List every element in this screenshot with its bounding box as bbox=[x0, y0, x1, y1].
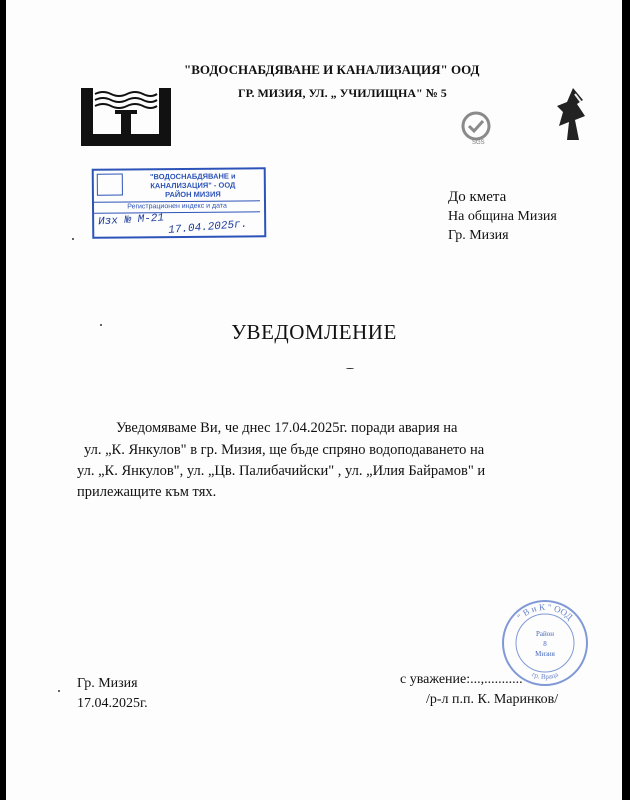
stamp-line-1: "ВОДОСНАБДЯВАНЕ и bbox=[149, 171, 236, 182]
stamp-registration-number: Изх № М-21 bbox=[97, 212, 165, 229]
company-logo bbox=[81, 88, 171, 148]
recipient-line-3: Гр. Мизия bbox=[448, 228, 509, 243]
body-line-3: ул. „К. Янкулов", ул. „Цв. Палибачийски" , ул. „Илия Байрамов" и bbox=[77, 463, 486, 479]
round-stamp-bottom: гр. Враца bbox=[530, 670, 560, 682]
footer-date: 17.04.2025г. bbox=[77, 696, 148, 711]
footer-city: Гр. Мизия bbox=[77, 676, 138, 691]
scan-speck bbox=[72, 238, 74, 240]
stamp-registration-date: 17.04.2025г. bbox=[167, 218, 248, 237]
document-title: УВЕДОМЛЕНИЕ bbox=[231, 320, 397, 344]
scan-speck bbox=[346, 368, 354, 369]
footer-signature: /р-л п.п. К. Маринков/ bbox=[426, 692, 559, 707]
round-stamp-middle-1: Район bbox=[536, 630, 554, 638]
document-page bbox=[6, 0, 622, 800]
stamp-logo-icon bbox=[97, 173, 123, 195]
stamp-line-3: РАЙОН МИЗИЯ bbox=[165, 189, 221, 200]
round-company-stamp bbox=[500, 598, 590, 688]
sgs-label: SGS bbox=[472, 140, 485, 146]
stamp-line-2: КАНАЛИЗАЦИЯ" - ООД bbox=[150, 180, 236, 191]
round-stamp-middle-3: Мизия bbox=[535, 650, 555, 658]
scan-speck bbox=[58, 690, 60, 692]
company-name: "ВОДОСНАБДЯВАНЕ И КАНАЛИЗАЦИЯ" ООД bbox=[184, 62, 480, 77]
company-address: ГР. МИЗИЯ, УЛ. „ УЧИЛИЩНА" № 5 bbox=[238, 86, 447, 100]
body-line-4: прилежащите към тях. bbox=[77, 484, 217, 500]
svg-text:" В и К " ООД bbox=[515, 602, 574, 622]
body-line-1: Уведомяваме Ви, че днес 17.04.2025г. поради авария на bbox=[116, 420, 458, 436]
round-stamp-middle-2: 8 bbox=[543, 640, 547, 648]
scan-speck bbox=[100, 324, 102, 326]
registration-stamp bbox=[92, 167, 267, 239]
mascot-figure-icon bbox=[553, 86, 589, 142]
recipient-line-2: На община Мизия bbox=[448, 209, 557, 224]
round-stamp-top: " В и К " ООД bbox=[515, 601, 575, 622]
footer-regards: с уважение:...,........... bbox=[400, 672, 523, 687]
recipient-line-1: До кмета bbox=[448, 189, 507, 205]
stamp-registration-label: Регистрационен индекс и дата bbox=[94, 200, 260, 213]
body-line-2: ул. „К. Янкулов" в гр. Мизия, ще бъде спряно водоподаването на bbox=[84, 442, 485, 458]
